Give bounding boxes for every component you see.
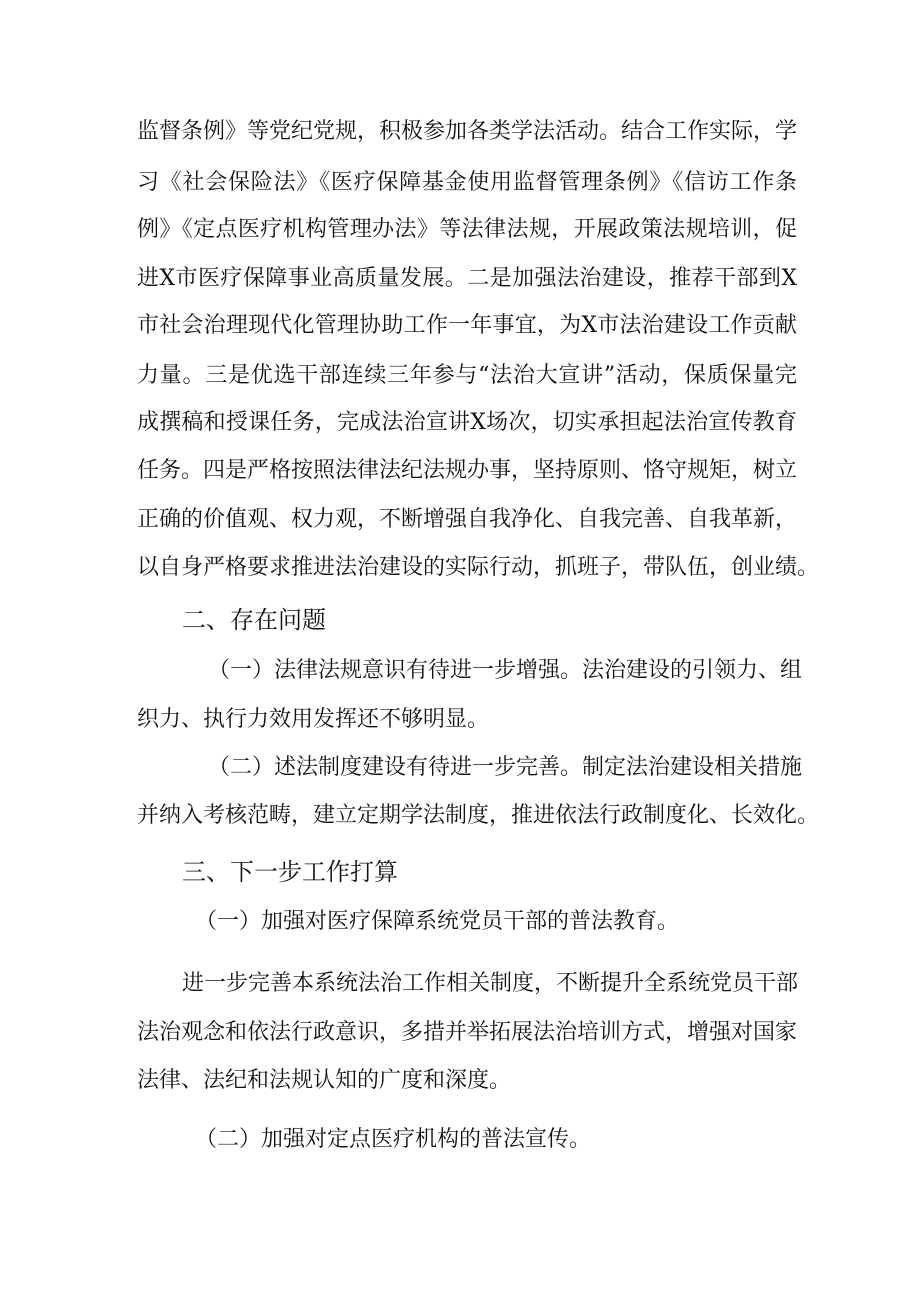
next-step-item-1-line: 法律、法纪和法规认知的广度和深度。: [137, 1068, 512, 1093]
problem-item-1-line: 织力、执行力效用发挥还不够明显。: [137, 707, 490, 732]
paragraph-line: 习《社会保险法》《医疗保障基金使用监督管理条例》《信访工作条: [137, 170, 797, 195]
section-heading-next-steps: 三、下一步工作打算: [182, 858, 398, 886]
problem-item-2-line: （二）述法制度建设有待进一步完善。制定法治建设相关措施: [208, 755, 803, 780]
paragraph-line: 力量。三是优选干部连续三年参与“法治大宣讲”活动，保质保量完: [137, 363, 797, 388]
next-step-item-1-line: 进一步完善本系统法治工作相关制度，不断提升全系统党员干部: [182, 971, 799, 996]
next-step-item-1-title: （一）加强对医疗保障系统党员干部的普法教育。: [195, 909, 680, 934]
paragraph-line: 监督条例》等党纪党规，积极参加各类学法活动。结合工作实际，学: [137, 119, 798, 144]
next-step-item-1-line: 法治观念和依法行政意识，多措并举拓展法治培训方式，增强对国家: [137, 1020, 798, 1045]
section-heading-problems: 二、存在问题: [182, 606, 326, 634]
paragraph-line: 进X市医疗保障事业高质量发展。二是加强法治建设，推荐干部到X: [137, 266, 797, 291]
next-step-item-2-title: （二）加强对定点医疗机构的普法宣传。: [195, 1127, 592, 1152]
paragraph-line: 市社会治理现代化管理协助工作一年事宜，为X市法治建设工作贡献: [137, 313, 797, 338]
paragraph-line: 以自身严格要求推进法治建设的实际行动，抓班子，带队伍，创业绩。: [137, 555, 820, 580]
problem-item-2-line: 并纳入考核范畴，建立定期学法制度，推进依法行政制度化、长效化。: [137, 803, 820, 828]
paragraph-line: 例》《定点医疗机构管理办法》等法律法规，开展政策法规培训，促: [137, 217, 797, 242]
paragraph-line: 正确的价值观、权力观，不断增强自我净化、自我完善、自我革新，: [137, 507, 798, 532]
problem-item-1-line: （一）法律法规意识有待进一步增强。法治建设的引领力、组: [208, 658, 803, 683]
paragraph-line: 成撰稿和授课任务，完成法治宣讲X场次，切实承担起法治宣传教育: [137, 410, 797, 435]
paragraph-line: 任务。四是严格按照法律法纪法规办事，坚持原则、恪守规矩，树立: [137, 458, 798, 483]
